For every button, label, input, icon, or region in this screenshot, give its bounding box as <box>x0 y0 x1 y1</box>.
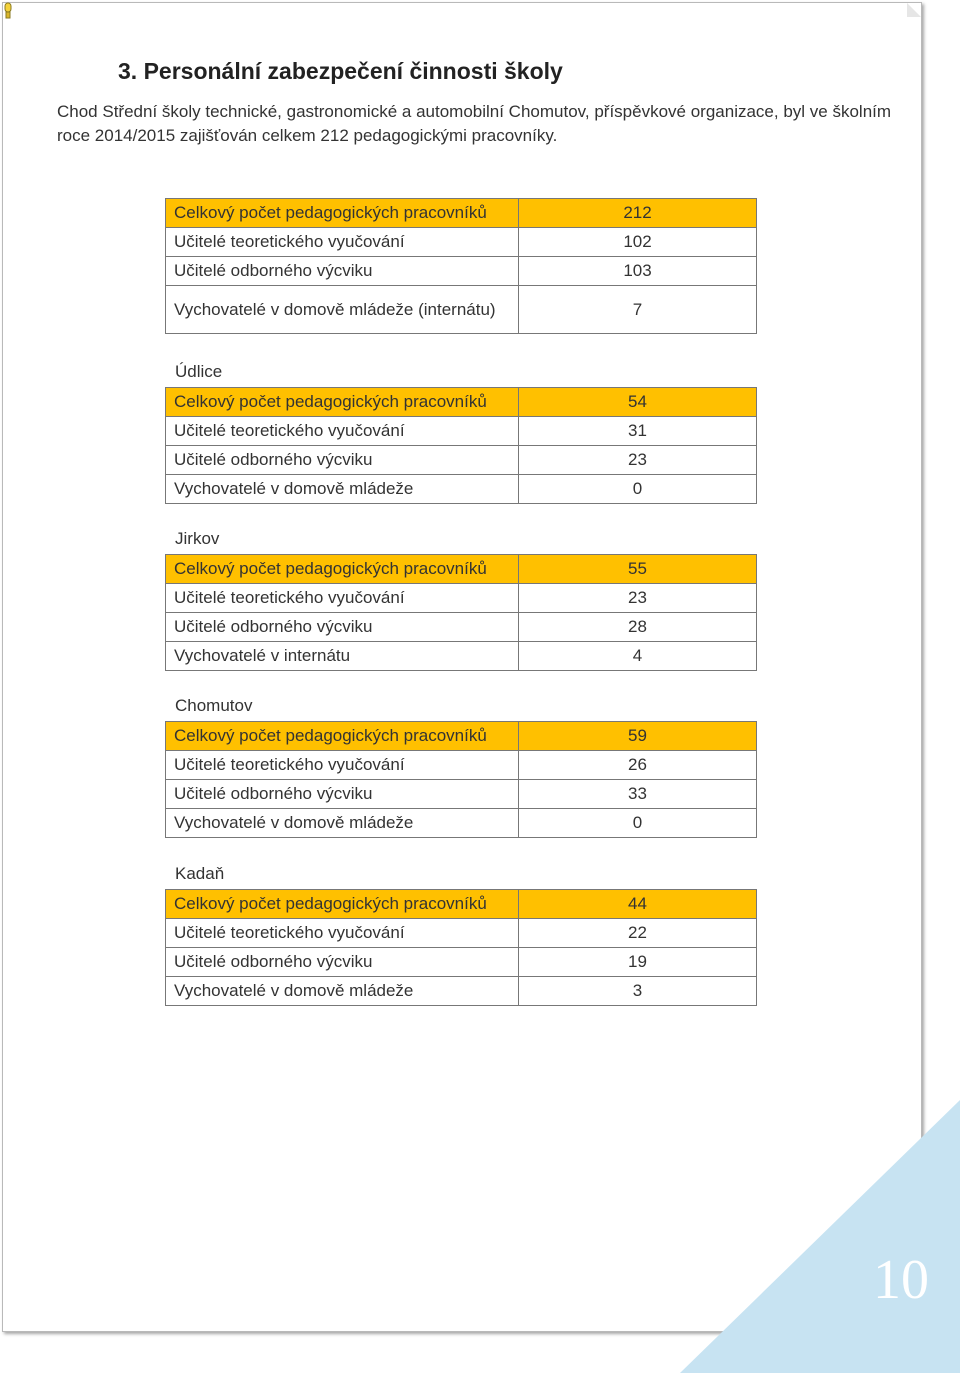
table-row <box>166 977 757 1006</box>
row-label: Celkový počet pedagogických pracovníků <box>166 388 519 417</box>
staff-table-total <box>165 198 757 334</box>
table-row <box>166 199 757 228</box>
table <box>165 889 757 1006</box>
row-value: 23 <box>519 446 757 475</box>
page-number: 10 <box>873 1249 929 1311</box>
table-row <box>166 475 757 504</box>
staff-table-jirkov <box>165 528 757 671</box>
row-label: Celkový počet pedagogických pracovníků <box>166 890 519 919</box>
row-label: Učitelé odborného výcviku <box>166 948 519 977</box>
table-row <box>166 417 757 446</box>
table-row <box>166 584 757 613</box>
row-value: 7 <box>519 286 757 334</box>
intro-paragraph: Chod Střední školy technické, gastronomické a automobilní Chomutov, příspěvkové organizace, byl ve školním roce 2014/2015 zajišťován celkem 212 pedagogickými pracovníky. <box>57 102 892 145</box>
table <box>165 721 757 838</box>
row-value: 59 <box>519 722 757 751</box>
table <box>165 387 757 504</box>
page-fold-icon <box>907 3 921 17</box>
table-row <box>166 780 757 809</box>
table <box>165 198 757 334</box>
row-label: Vychovatelé v domově mládeže <box>166 475 519 504</box>
table-row <box>166 948 757 977</box>
table-row <box>166 228 757 257</box>
row-value: 44 <box>519 890 757 919</box>
row-label: Vychovatelé v domově mládeže <box>166 977 519 1006</box>
row-label: Učitelé odborného výcviku <box>166 780 519 809</box>
row-value: 103 <box>519 257 757 286</box>
table-row <box>166 642 757 671</box>
table-row <box>166 751 757 780</box>
row-value: 55 <box>519 555 757 584</box>
row-label: Vychovatelé v internátu <box>166 642 519 671</box>
row-value: 33 <box>519 780 757 809</box>
table-row <box>166 890 757 919</box>
row-label: Celkový počet pedagogických pracovníků <box>166 722 519 751</box>
table-row <box>166 919 757 948</box>
corner-decoration <box>680 1100 960 1373</box>
table <box>165 554 757 671</box>
staff-table-udlice <box>165 361 757 504</box>
section-label: Údlice <box>175 362 223 381</box>
table-row <box>166 722 757 751</box>
row-value: 28 <box>519 613 757 642</box>
row-label: Učitelé teoretického vyučování <box>166 751 519 780</box>
table-row <box>166 809 757 838</box>
row-value: 0 <box>519 809 757 838</box>
row-value: 31 <box>519 417 757 446</box>
section-label: Jirkov <box>175 529 220 548</box>
row-value: 26 <box>519 751 757 780</box>
section-label: Chomutov <box>175 696 253 715</box>
table-row <box>166 555 757 584</box>
row-label: Celkový počet pedagogických pracovníků <box>166 555 519 584</box>
row-value: 22 <box>519 919 757 948</box>
row-value: 19 <box>519 948 757 977</box>
row-label: Učitelé teoretického vyučování <box>166 584 519 613</box>
row-value: 4 <box>519 642 757 671</box>
row-label: Učitelé odborného výcviku <box>166 613 519 642</box>
row-value: 3 <box>519 977 757 1006</box>
row-label: Učitelé odborného výcviku <box>166 446 519 475</box>
row-value: 212 <box>519 199 757 228</box>
row-label: Učitelé teoretického vyučování <box>166 919 519 948</box>
table-row <box>166 286 757 334</box>
row-label: Vychovatelé v domově mládeže (internátu) <box>166 286 519 334</box>
section-label: Kadaň <box>175 864 225 883</box>
table-row <box>166 257 757 286</box>
staff-table-chomutov <box>165 695 757 838</box>
row-label: Učitelé teoretického vyučování <box>166 417 519 446</box>
table-row <box>166 446 757 475</box>
table-row <box>166 388 757 417</box>
row-value: 23 <box>519 584 757 613</box>
staff-table-kadan <box>165 863 757 1006</box>
row-label: Celkový počet pedagogických pracovníků <box>166 199 519 228</box>
row-label: Učitelé teoretického vyučování <box>166 228 519 257</box>
row-value: 54 <box>519 388 757 417</box>
row-value: 0 <box>519 475 757 504</box>
paperclip-icon <box>3 2 13 20</box>
row-label: Vychovatelé v domově mládeže <box>166 809 519 838</box>
section-heading: 3. Personální zabezpečení činnosti školy <box>118 58 563 84</box>
row-value: 102 <box>519 228 757 257</box>
row-label: Učitelé odborného výcviku <box>166 257 519 286</box>
table-row <box>166 613 757 642</box>
